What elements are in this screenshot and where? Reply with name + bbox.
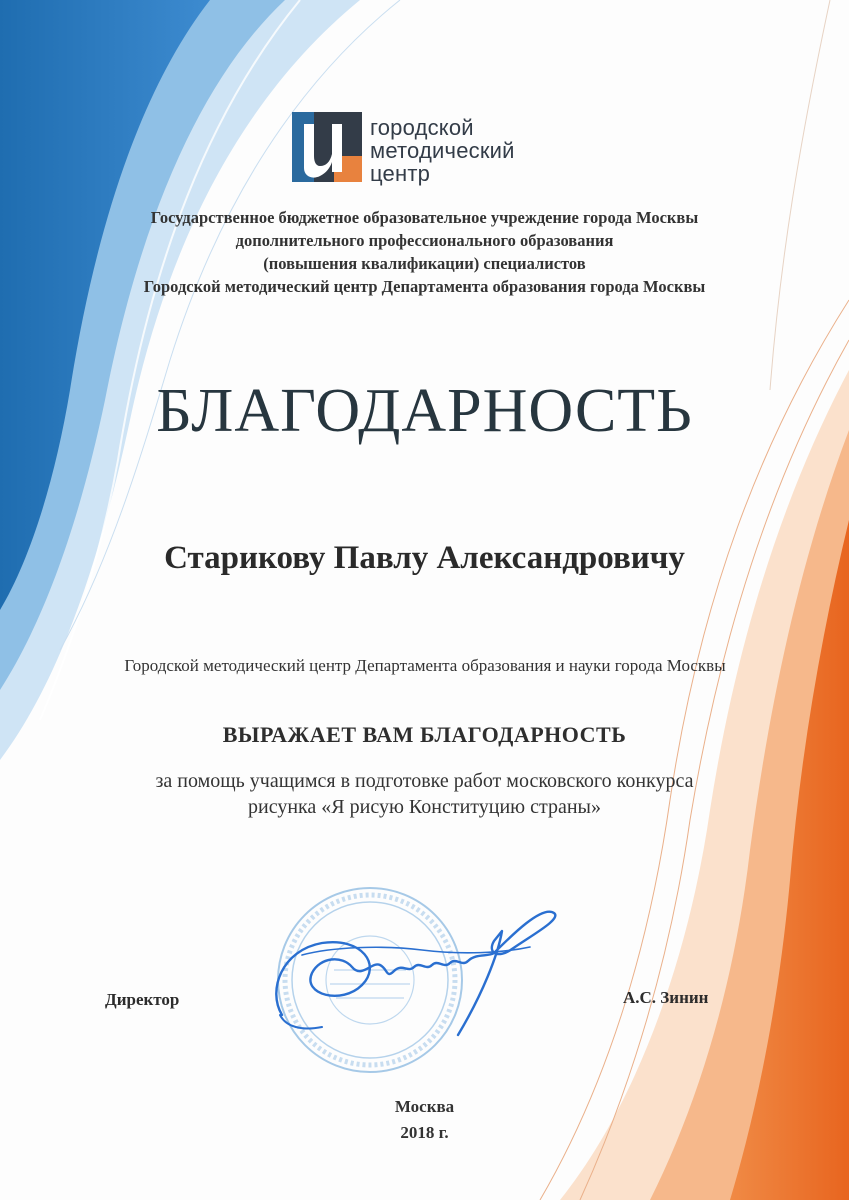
org-line-4: Городской методический центр Департамента образования города Москвы bbox=[143, 277, 706, 296]
organization-header bbox=[0, 206, 849, 298]
director-label: Директор bbox=[105, 990, 180, 1009]
footer bbox=[0, 1094, 849, 1146]
footer-city: Москва bbox=[394, 1097, 455, 1116]
center-logo bbox=[290, 110, 560, 190]
reason-line-1: за помощь учащимся в подготовке работ московского конкурса bbox=[155, 770, 694, 792]
handwritten-signature-icon bbox=[262, 895, 562, 1040]
thin-line-3 bbox=[770, 0, 830, 390]
logo-line-1: городской bbox=[370, 115, 474, 140]
org-line-3: (повышения квалификации) специалистов bbox=[263, 254, 586, 273]
document-title: БЛАГОДАРНОСТЬ bbox=[156, 377, 693, 445]
reason-text bbox=[0, 768, 849, 820]
expresses-gratitude: ВЫРАЖАЕТ ВАМ БЛАГОДАРНОСТЬ bbox=[222, 722, 627, 747]
recipient-name: Старикову Павлу Александровичу bbox=[164, 540, 685, 576]
org-line-1: Государственное бюджетное образовательное учреждение города Москвы bbox=[150, 208, 699, 227]
director-name: А.С. Зинин bbox=[623, 988, 709, 1007]
footer-year: 2018 г. bbox=[400, 1123, 449, 1142]
reason-line-2: рисунка «Я рисую Конституцию страны» bbox=[248, 796, 601, 818]
logo-line-3: центр bbox=[370, 161, 431, 186]
org-line-2: дополнительного профессионального образования bbox=[235, 231, 614, 250]
intro-text: Городской методический центр Департамента образования и науки города Москвы bbox=[124, 656, 726, 675]
logo-line-2: методический bbox=[370, 138, 515, 163]
mu-letter-logo-icon bbox=[290, 110, 364, 184]
logo-text bbox=[370, 116, 515, 185]
